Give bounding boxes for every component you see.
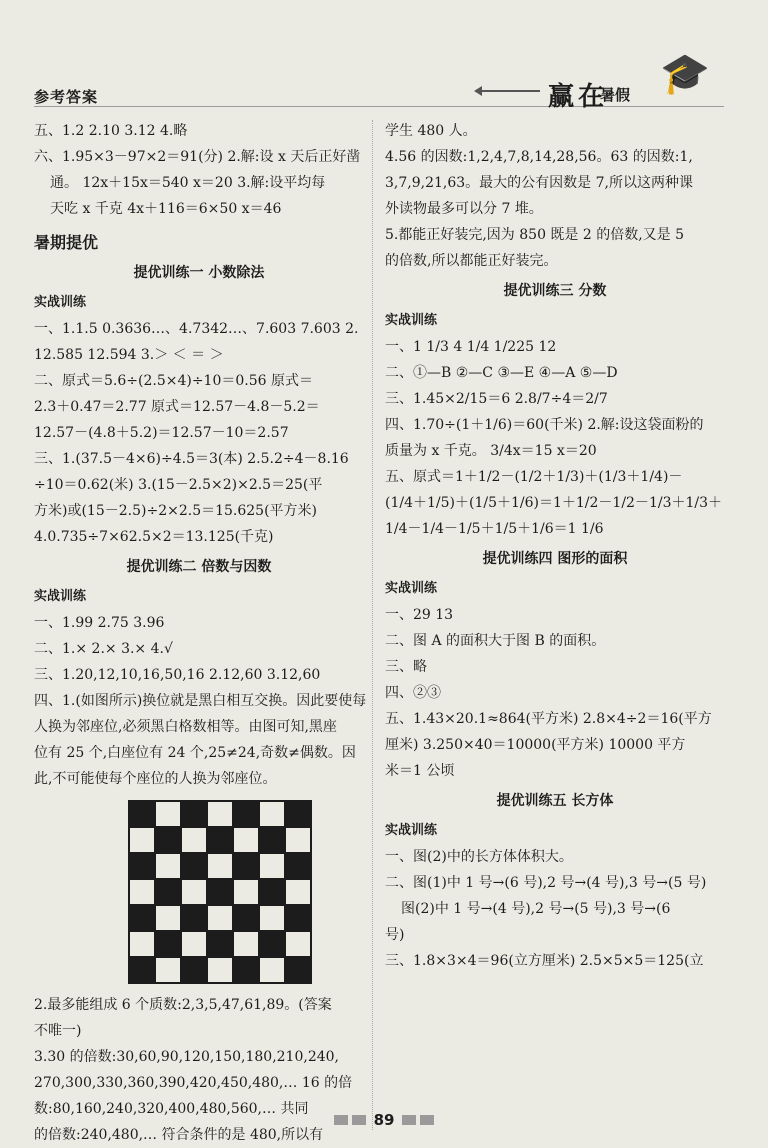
brand-logo bbox=[520, 51, 720, 112]
answer-line: 1/4－1/4－1/5＋1/5＋1/6＝1 1/6 bbox=[385, 521, 604, 537]
answer-line: 方米)或(15－2.5)÷2×2.5＝15.625(平方米) bbox=[34, 503, 318, 519]
answer-line: 二、①—B ②—C ③—E ④—A ⑤—D bbox=[385, 365, 618, 381]
board-cell bbox=[181, 931, 207, 957]
page-number: 89 bbox=[373, 1111, 395, 1129]
answer-line: 的倍数:240,480,… 符合条件的是 480,所以有 bbox=[34, 1127, 324, 1143]
answer-line: 三、略 bbox=[385, 659, 427, 675]
board-cell bbox=[155, 827, 181, 853]
answer-line: 质量为 x 千克。 3/4x＝15 x＝20 bbox=[385, 443, 597, 459]
board-cell bbox=[259, 905, 285, 931]
board-cell bbox=[285, 853, 311, 879]
answer-line: 此,不可能使每个座位的人换为邻座位。 bbox=[34, 771, 277, 787]
answer-line: 位有 25 个,白座位有 24 个,25≠24,奇数≠偶数。因 bbox=[34, 745, 356, 761]
board-cell bbox=[259, 957, 285, 983]
board-cell bbox=[259, 853, 285, 879]
practice-label: 实战训练 bbox=[34, 589, 87, 604]
board-cell bbox=[155, 801, 181, 827]
brand-sub-text: 暑假 bbox=[600, 86, 631, 104]
board-cell bbox=[155, 853, 181, 879]
answer-line: 图(2)中 1 号→(4 号),2 号→(5 号),3 号→(6 bbox=[401, 901, 671, 917]
answer-line: 二、图(1)中 1 号→(6 号),2 号→(4 号),3 号→(5 号) bbox=[385, 875, 707, 891]
answer-line: 12.585 12.594 3.＞ ＜ ＝ ＞ bbox=[34, 347, 224, 363]
answer-line: 的倍数,所以都能正好装完。 bbox=[385, 253, 558, 269]
answer-line: ÷10＝0.62(米) 3.(15－2.5×2)×2.5＝25(平 bbox=[34, 477, 323, 493]
board-cell bbox=[259, 879, 285, 905]
section-title: 暑期提优 bbox=[34, 233, 99, 252]
checkerboard-figure bbox=[128, 800, 312, 984]
footer-decoration bbox=[352, 1115, 366, 1125]
page-header-title: 参考答案 bbox=[34, 88, 99, 106]
answer-line: 五、1.43×20.1≈864(平方米) 2.8×4÷2＝16(平方 bbox=[385, 711, 712, 727]
brand-main-text: 赢在 bbox=[548, 82, 609, 112]
board-cell bbox=[181, 853, 207, 879]
answer-line: 人换为邻座位,必须黑白格数相等。由图可知,黑座 bbox=[34, 719, 337, 735]
answer-line: 二、1.× 2.× 3.× 4.√ bbox=[34, 641, 173, 657]
answer-line: 四、1.(如图所示)换位就是黑白相互交换。因此要使每 bbox=[34, 693, 367, 709]
board-cell bbox=[155, 879, 181, 905]
board-cell bbox=[233, 931, 259, 957]
answer-line: 一、1 1/3 4 1/4 1/225 12 bbox=[385, 339, 557, 355]
answer-line: 五、原式＝1＋1/2－(1/2＋1/3)＋(1/3＋1/4)－ bbox=[385, 469, 683, 485]
answer-line: 4.56 的因数:1,2,4,7,8,14,28,56。63 的因数:1, bbox=[385, 149, 693, 165]
board-cell bbox=[207, 827, 233, 853]
answer-line: 四、1.70÷(1＋1/6)＝60(千米) 2.解:设这袋面粉的 bbox=[385, 417, 704, 433]
training-title: 提优训练四 图形的面积 bbox=[482, 551, 628, 567]
board-cell bbox=[285, 827, 311, 853]
page-footer bbox=[300, 1110, 468, 1130]
answer-line: 学生 480 人。 bbox=[385, 123, 477, 139]
board-cell bbox=[155, 905, 181, 931]
footer-decoration bbox=[402, 1115, 416, 1125]
answer-line: 五、1.2 2.10 3.12 4.略 bbox=[34, 123, 188, 139]
board-cell bbox=[207, 853, 233, 879]
board-cell bbox=[233, 905, 259, 931]
board-cell bbox=[233, 853, 259, 879]
answer-line: 3,7,9,21,63。最大的公有因数是 7,所以这两种课 bbox=[385, 175, 693, 191]
practice-label: 实战训练 bbox=[385, 313, 438, 328]
practice-label: 实战训练 bbox=[385, 823, 438, 838]
column-divider bbox=[372, 120, 373, 1130]
answer-line: 一、图(2)中的长方体体积大。 bbox=[385, 849, 573, 865]
board-cell bbox=[233, 801, 259, 827]
answer-line: 2.最多能组成 6 个质数:2,3,5,47,61,89。(答案 bbox=[34, 997, 332, 1013]
answer-line: 通。 12x＋15x＝540 x＝20 3.解:设平均每 bbox=[50, 175, 326, 191]
answer-line: 三、1.20,12,10,16,50,16 2.12,60 3.12,60 bbox=[34, 667, 321, 683]
answer-line: 天吃 x 千克 4x＋116＝6×50 x＝46 bbox=[50, 201, 282, 217]
board-cell bbox=[181, 801, 207, 827]
board-cell bbox=[155, 931, 181, 957]
board-cell bbox=[233, 957, 259, 983]
answer-line: 米＝1 公顷 bbox=[385, 763, 455, 779]
answer-line: 号) bbox=[385, 927, 405, 943]
answer-line: 不唯一) bbox=[34, 1023, 82, 1039]
board-cell bbox=[259, 931, 285, 957]
board-cell bbox=[285, 905, 311, 931]
board-cell bbox=[129, 853, 155, 879]
answer-line: 二、图 A 的面积大于图 B 的面积。 bbox=[385, 633, 606, 649]
practice-label: 实战训练 bbox=[34, 295, 87, 310]
footer-decoration bbox=[420, 1115, 434, 1125]
board-cell bbox=[285, 957, 311, 983]
answer-line: 三、1.8×3×4＝96(立方厘米) 2.5×5×5＝125(立 bbox=[385, 953, 704, 969]
board-cell bbox=[129, 931, 155, 957]
answer-line: 二、原式＝5.6÷(2.5×4)÷10＝0.56 原式＝ bbox=[34, 373, 313, 389]
board-cell bbox=[207, 879, 233, 905]
board-cell bbox=[233, 827, 259, 853]
training-title: 提优训练三 分数 bbox=[503, 283, 607, 299]
answer-line: 5.都能正好装完,因为 850 既是 2 的倍数,又是 5 bbox=[385, 227, 685, 243]
board-cell bbox=[285, 801, 311, 827]
board-cell bbox=[181, 957, 207, 983]
board-cell bbox=[207, 801, 233, 827]
answer-line: 4.0.735÷7×62.5×2＝13.125(千克) bbox=[34, 529, 274, 545]
board-cell bbox=[233, 879, 259, 905]
board-cell bbox=[129, 827, 155, 853]
board-cell bbox=[129, 905, 155, 931]
training-title: 提优训练二 倍数与因数 bbox=[126, 559, 272, 575]
answer-line: 2.3＋0.47＝2.77 原式＝12.57－4.8－5.2＝ bbox=[34, 399, 320, 415]
board-cell bbox=[129, 957, 155, 983]
board-cell bbox=[259, 801, 285, 827]
answer-line: 四、②③ bbox=[385, 685, 441, 701]
board-cell bbox=[207, 931, 233, 957]
answer-line: 270,300,330,360,390,420,450,480,… 16 的倍 bbox=[34, 1075, 353, 1091]
board-cell bbox=[181, 827, 207, 853]
board-cell bbox=[181, 905, 207, 931]
board-cell bbox=[285, 931, 311, 957]
board-cell bbox=[207, 905, 233, 931]
answer-line: 12.57－(4.8＋5.2)＝12.57－10＝2.57 bbox=[34, 425, 289, 441]
board-cell bbox=[181, 879, 207, 905]
answer-line: (1/4＋1/5)＋(1/5＋1/6)＝1＋1/2－1/2－1/3＋1/3＋ bbox=[385, 495, 723, 511]
footer-decoration bbox=[334, 1115, 348, 1125]
answer-line: 三、1.45×2/15＝6 2.8/7÷4＝2/7 bbox=[385, 391, 608, 407]
answer-line: 三、1.(37.5－4×6)÷4.5＝3(本) 2.5.2÷4－8.16 bbox=[34, 451, 349, 467]
answer-line: 外读物最多可以分 7 堆。 bbox=[385, 201, 543, 217]
answer-line: 六、1.95×3－97×2＝91(分) 2.解:设 x 天后正好凿 bbox=[34, 149, 361, 165]
answer-line: 3.30 的倍数:30,60,90,120,150,180,210,240, bbox=[34, 1049, 339, 1065]
answer-line: 一、1.99 2.75 3.96 bbox=[34, 615, 165, 631]
board-cell bbox=[129, 879, 155, 905]
practice-label: 实战训练 bbox=[385, 581, 438, 596]
training-title: 提优训练一 小数除法 bbox=[133, 265, 265, 281]
answer-line: 一、29 13 bbox=[385, 607, 454, 623]
board-cell bbox=[207, 957, 233, 983]
answer-line: 数:80,160,240,320,400,480,560,… 共同 bbox=[34, 1101, 309, 1117]
graduation-cap-icon: 🎓 bbox=[660, 51, 710, 97]
left-column bbox=[34, 118, 367, 1148]
board-cell bbox=[259, 827, 285, 853]
training-title: 提优训练五 长方体 bbox=[496, 793, 614, 809]
answer-line: 厘米) 3.250×40＝10000(平方米) 10000 平方 bbox=[385, 737, 686, 753]
board-cell bbox=[129, 801, 155, 827]
right-column bbox=[385, 118, 725, 974]
board-cell bbox=[155, 957, 181, 983]
answer-line: 一、1.1.5 0.3636…、4.7342…、7.603 7.603 2. bbox=[34, 321, 359, 337]
board-cell bbox=[285, 879, 311, 905]
brand-arrow-icon bbox=[480, 90, 540, 92]
